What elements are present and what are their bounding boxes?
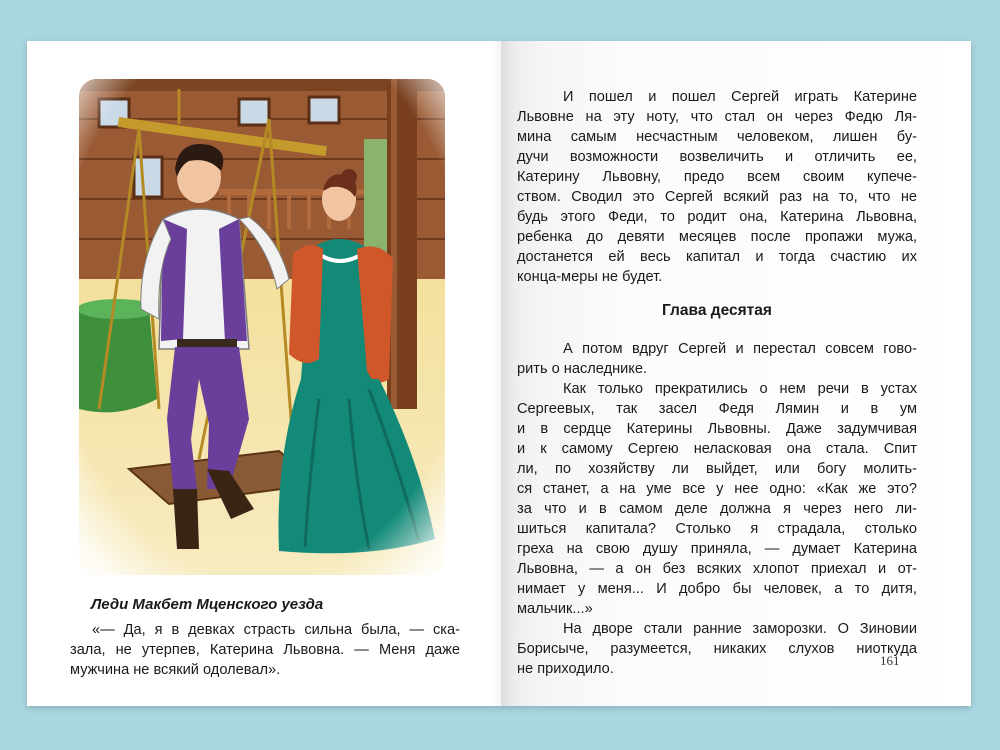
text-line: не приходило. — [517, 661, 614, 677]
text-line: и к самому Сергею неласковая она стала. Спит — [517, 441, 917, 457]
text-line: А потом вдруг Сергей и перестал совсем гово- — [563, 341, 917, 357]
text-line: Сергеевых, так засел Федя Лямин и в ум — [517, 401, 917, 417]
text-line: И пошел и пошел Сергей играть Катерине — [563, 89, 917, 105]
text-line: и в сердце Катерины Львовны. Даже задумчивая — [517, 421, 917, 437]
text-line: ством. Сводил это Сергей всякий раз на то, что не — [517, 189, 917, 205]
text-line: Борисыче, разумеется, никаких слухов ниоткуда — [517, 641, 917, 657]
text-line: ли, по хозяйству ли выйдет, или богу молить- — [517, 461, 917, 477]
right-page-paragraph-2 — [517, 339, 917, 679]
book-spine — [491, 41, 515, 706]
text-line: ребенка до девяти месяцев после пропажи мужа, — [517, 229, 917, 245]
text-line: Львовна, — а он без всяких хлопот приехал и от- — [517, 561, 917, 577]
text-line: мужчина не всякий одолевал». — [70, 662, 281, 678]
text-line: нимает у меня... И добро бы человек, а то дитя, — [517, 581, 917, 597]
right-page-paragraph-1 — [517, 87, 917, 287]
text-line: будь этого Феди, то родит она, Катерина Львовна, — [517, 209, 917, 225]
text-line: «— Да, я в девках страсть сильна была, — ска- — [92, 622, 460, 638]
text-line: мина самым несчастным человеком, лишен бу- — [517, 129, 917, 145]
text-line: греха на свою душу приняла, — думает Катерина — [517, 541, 917, 557]
text-line: зала, не утерпев, Катерина Львовна. — Меня даже — [70, 642, 460, 658]
text-line: Катерину Львовну, предо всем своим купече- — [517, 169, 917, 185]
left-page-text — [70, 620, 460, 680]
text-line: ся станет, а на уме все у нее одно: «Как же это? — [517, 481, 917, 497]
text-line: На дворе стали ранние заморозки. О Зиновии — [563, 621, 917, 637]
text-line: мальчик...» — [517, 601, 593, 617]
text-line: за что и в самом деле должна я через него ли- — [517, 501, 917, 517]
text-line: шиться капитала? Столько я страдала, столько — [517, 521, 917, 537]
text-line: дучи возможности возвеличить и отличить ее, — [517, 149, 917, 165]
text-line: конца-меры не будет. — [517, 269, 663, 285]
text-line: Львовне на эту ноту, что стал он через Федю Ля- — [517, 109, 917, 125]
text-line: достанется ей весь капитал и тогда счастию их — [517, 249, 917, 265]
illustration-caption-title: Леди Макбет Мценского уезда — [91, 596, 324, 613]
chapter-title: Глава десятая — [662, 302, 772, 319]
book-illustration — [79, 79, 445, 575]
text-line: Как только прекратились о нем речи в устах — [563, 381, 917, 397]
left-page — [27, 41, 501, 706]
text-line: рить о наследнике. — [517, 361, 648, 377]
page-number: 161 — [880, 653, 900, 668]
